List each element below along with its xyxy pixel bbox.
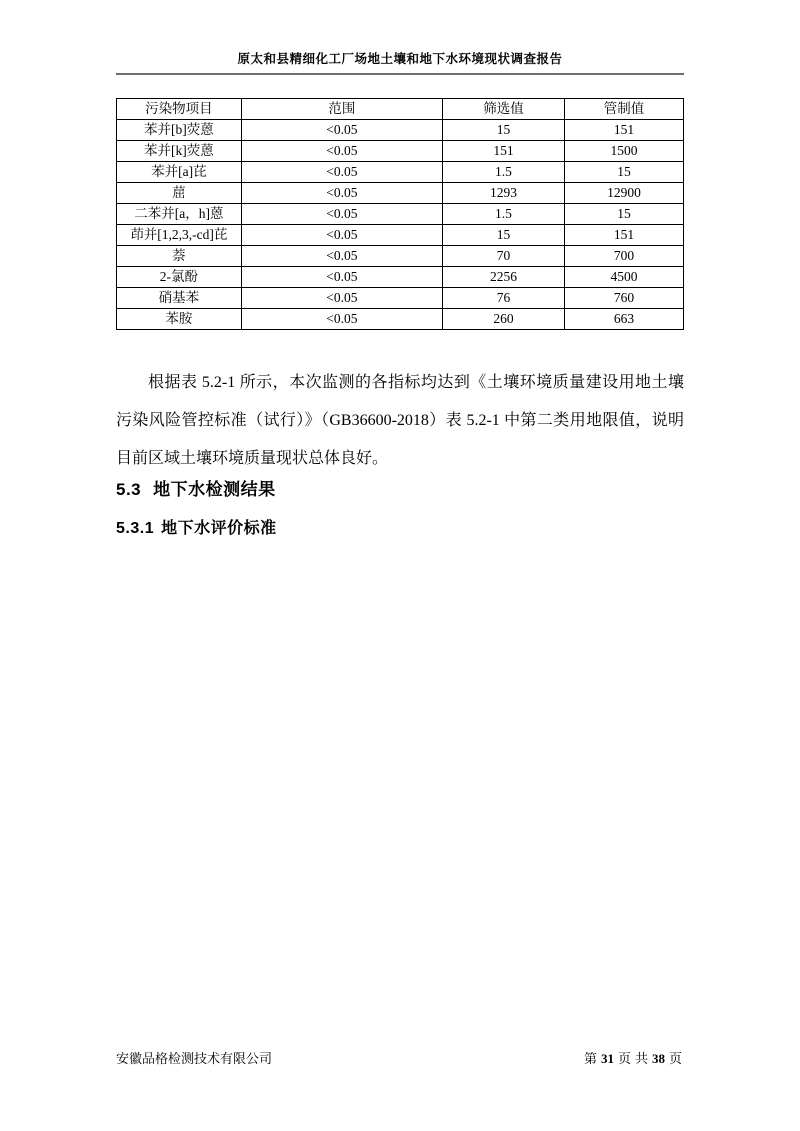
table-row bbox=[117, 309, 684, 330]
section-title: 地下水评价标准 bbox=[161, 520, 277, 537]
footer-company-name: 安徽品格检测技术有限公司 bbox=[116, 1051, 273, 1066]
table-cell: 15 bbox=[443, 225, 565, 246]
table-cell: 茚并[1,2,3,-cd]芘 bbox=[117, 225, 242, 246]
table-row bbox=[117, 183, 684, 204]
table-cell: 151 bbox=[564, 225, 683, 246]
table-cell: 70 bbox=[443, 246, 565, 267]
section-title: 地下水检测结果 bbox=[153, 480, 276, 499]
table-cell: 15 bbox=[564, 162, 683, 183]
table-cell: 二苯并[a，h]蒽 bbox=[117, 204, 242, 225]
table-cell: 260 bbox=[443, 309, 565, 330]
page-content bbox=[116, 0, 684, 540]
table-cell: 76 bbox=[443, 288, 565, 309]
pollutant-standards-table bbox=[116, 98, 684, 330]
table-cell: 700 bbox=[564, 246, 683, 267]
table-cell: 苯并[k]荧蒽 bbox=[117, 141, 242, 162]
report-title: 原太和县精细化工厂场地土壤和地下水环境现状调查报告 bbox=[237, 52, 563, 66]
table-row bbox=[117, 246, 684, 267]
table-cell: 15 bbox=[564, 204, 683, 225]
section-number: 5.3.1 bbox=[116, 520, 155, 537]
table-cell: 760 bbox=[564, 288, 683, 309]
column-header-pollutant: 污染物项目 bbox=[117, 99, 242, 120]
table-cell: 151 bbox=[564, 120, 683, 141]
table-row bbox=[117, 141, 684, 162]
page-number-mid: 共 bbox=[634, 1051, 648, 1066]
table-cell: 2-氯酚 bbox=[117, 267, 242, 288]
page-number-prefix: 第 bbox=[583, 1051, 597, 1066]
table-cell: <0.05 bbox=[241, 246, 442, 267]
footer-page-number bbox=[582, 1048, 684, 1067]
page-number-unit: 页 bbox=[617, 1051, 631, 1066]
table-cell: 硝基苯 bbox=[117, 288, 242, 309]
body-paragraph: 根据表 5.2-1 所示，本次监测的各指标均达到《土壤环境质量建设用地土壤污染风险管控标准（试行）》（GB36600-2018）表 5.2-1 中第二类用地限值，说明目前区域土壤环境质量现状总体良好。 bbox=[116, 374, 684, 467]
table-cell: <0.05 bbox=[241, 183, 442, 204]
table-cell: 萘 bbox=[117, 246, 242, 267]
column-header-control: 管制值 bbox=[564, 99, 683, 120]
table-cell: 苯并[b]荧蒽 bbox=[117, 120, 242, 141]
section-number: 5.3 bbox=[116, 480, 142, 499]
table-cell: <0.05 bbox=[241, 309, 442, 330]
table-cell: 1293 bbox=[443, 183, 565, 204]
table-cell: 1.5 bbox=[443, 162, 565, 183]
table-cell: 1.5 bbox=[443, 204, 565, 225]
table-cell: 151 bbox=[443, 141, 565, 162]
table-cell: 1500 bbox=[564, 141, 683, 162]
table-cell: 䓛 bbox=[117, 183, 242, 204]
table-cell: <0.05 bbox=[241, 267, 442, 288]
table-row bbox=[117, 225, 684, 246]
table-cell: <0.05 bbox=[241, 225, 442, 246]
page-header bbox=[116, 0, 684, 75]
table-cell: 15 bbox=[443, 120, 565, 141]
table-cell: <0.05 bbox=[241, 162, 442, 183]
table-row bbox=[117, 204, 684, 225]
page-footer bbox=[116, 1048, 684, 1067]
column-header-range: 范围 bbox=[241, 99, 442, 120]
table-cell: 苯胺 bbox=[117, 309, 242, 330]
column-header-screening: 筛选值 bbox=[443, 99, 565, 120]
table-header-row bbox=[117, 99, 684, 120]
page-number-unit: 页 bbox=[668, 1051, 682, 1066]
table-row bbox=[117, 267, 684, 288]
table-cell: <0.05 bbox=[241, 204, 442, 225]
table-cell: 2256 bbox=[443, 267, 565, 288]
current-page-number: 31 bbox=[600, 1051, 614, 1066]
section-heading-5-3-1 bbox=[116, 518, 684, 540]
table-row bbox=[117, 288, 684, 309]
section-heading-5-3 bbox=[116, 479, 684, 501]
total-page-number: 38 bbox=[651, 1051, 665, 1066]
table-cell: <0.05 bbox=[241, 141, 442, 162]
table-cell: <0.05 bbox=[241, 288, 442, 309]
table-row bbox=[117, 120, 684, 141]
table-cell: 12900 bbox=[564, 183, 683, 204]
table-cell: 苯并[a]芘 bbox=[117, 162, 242, 183]
table-cell: <0.05 bbox=[241, 120, 442, 141]
table-cell: 663 bbox=[564, 309, 683, 330]
table-cell: 4500 bbox=[564, 267, 683, 288]
table-row bbox=[117, 162, 684, 183]
